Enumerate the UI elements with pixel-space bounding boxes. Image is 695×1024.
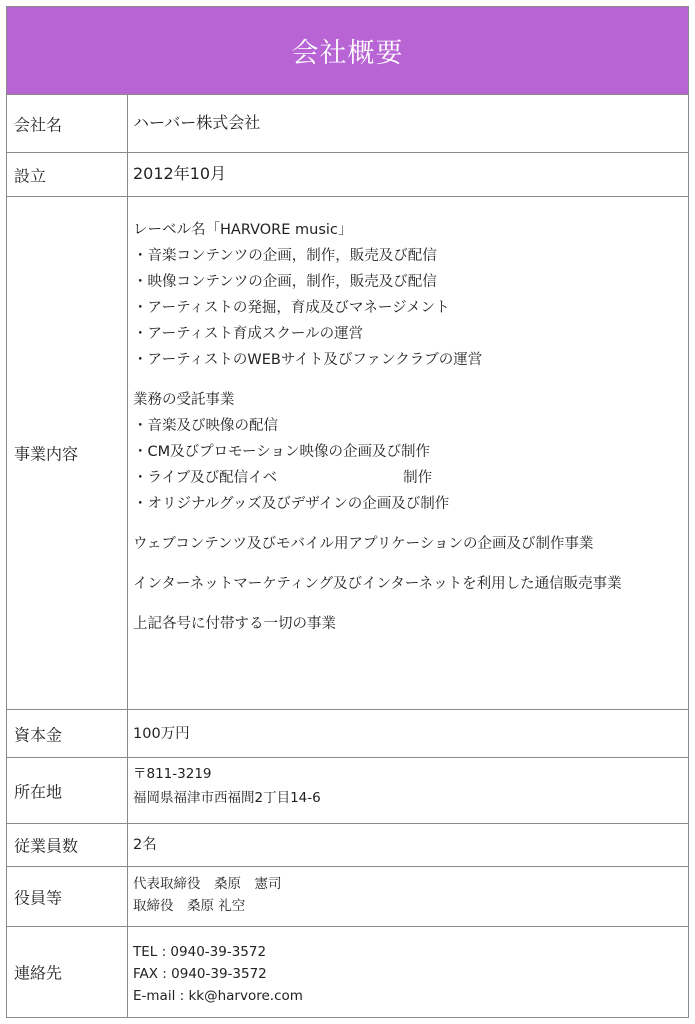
- contact-email: E-mail : kk@harvore.com: [133, 988, 303, 1004]
- business-line: ・オリジナルグッズ及びデザインの企画及び制作: [133, 496, 450, 512]
- masked-area: [277, 469, 403, 487]
- row-business: [7, 196, 688, 709]
- row-contact: [7, 926, 688, 1017]
- label-officers: 役員等: [14, 888, 63, 907]
- business-line: ・音楽コンテンツの企画，制作，販売及び配信: [133, 248, 437, 264]
- business-line: ・音楽及び映像の配信: [133, 418, 278, 434]
- company-name-value: ハーバー株式会社: [133, 113, 261, 132]
- row-label: [7, 758, 128, 823]
- business-line-masked: [133, 465, 682, 491]
- row-label: [7, 867, 128, 926]
- row-employees: [7, 823, 688, 866]
- table-header: [7, 7, 688, 95]
- company-overview-table: [6, 6, 689, 1018]
- address-line: 福岡県福津市西福間2丁目14-6: [133, 790, 321, 806]
- row-label: [7, 710, 128, 757]
- business-line: 業務の受託事業: [133, 392, 235, 408]
- row-capital: [7, 709, 688, 757]
- row-established: [7, 152, 688, 196]
- business-paragraph: ウェブコンテンツ及びモバイル用アプリケーションの企画及び制作事業: [133, 536, 594, 552]
- row-officers: [7, 866, 688, 926]
- business-line: ・映像コンテンツの企画，制作，販売及び配信: [133, 274, 437, 290]
- officer-line: 代表取締役 桑原 憲司: [133, 876, 282, 892]
- business-paragraph: 上記各号に付帯する一切の事業: [133, 616, 336, 632]
- label-capital: 資本金: [14, 725, 63, 744]
- business-line-tail: 制作: [403, 470, 433, 486]
- business-line: ・アーティストのWEBサイト及びファンクラブの運営: [133, 352, 483, 368]
- page-title: 会社概要: [291, 38, 404, 69]
- label-contact: 連絡先: [14, 963, 63, 983]
- capital-value: 100万円: [133, 726, 190, 742]
- row-label: [7, 824, 128, 866]
- business-line: ・アーティストの発掘，育成及びマネージメント: [133, 300, 450, 316]
- address-postal: 〒811-3219: [133, 766, 212, 782]
- row-company-name: [7, 95, 688, 152]
- business-line: ・CM及びプロモーション映像の企画及び制作: [133, 444, 430, 460]
- row-label: [7, 95, 128, 152]
- officer-line: 取締役 桑原 礼空: [133, 898, 246, 914]
- row-address: [7, 757, 688, 823]
- business-paragraph: インターネットマーケティング及びインターネットを利用した通信販売事業: [133, 576, 622, 592]
- business-line: レーベル名「HARVORE music」: [133, 222, 353, 238]
- label-established: 設立: [14, 166, 47, 185]
- employees-value: 2名: [133, 837, 157, 853]
- contact-tel: TEL : 0940-39-3572: [133, 944, 267, 960]
- business-line: ・アーティスト育成スクールの運営: [133, 326, 364, 342]
- officers-value: [133, 873, 682, 917]
- label-company-name: 会社名: [14, 115, 63, 134]
- label-address: 所在地: [14, 782, 63, 801]
- row-label: [7, 153, 128, 196]
- contact-value: [133, 941, 682, 1007]
- business-content: [133, 217, 682, 637]
- address-value: [133, 762, 682, 810]
- business-line-head: ・ライブ及び配信イベ: [133, 470, 278, 486]
- label-business: 事業内容: [14, 444, 79, 464]
- row-label: [7, 927, 128, 1017]
- established-value: 2012年10月: [133, 164, 227, 183]
- row-label: [7, 197, 128, 709]
- label-employees: 従業員数: [14, 836, 79, 856]
- contact-fax: FAX : 0940-39-3572: [133, 966, 267, 982]
